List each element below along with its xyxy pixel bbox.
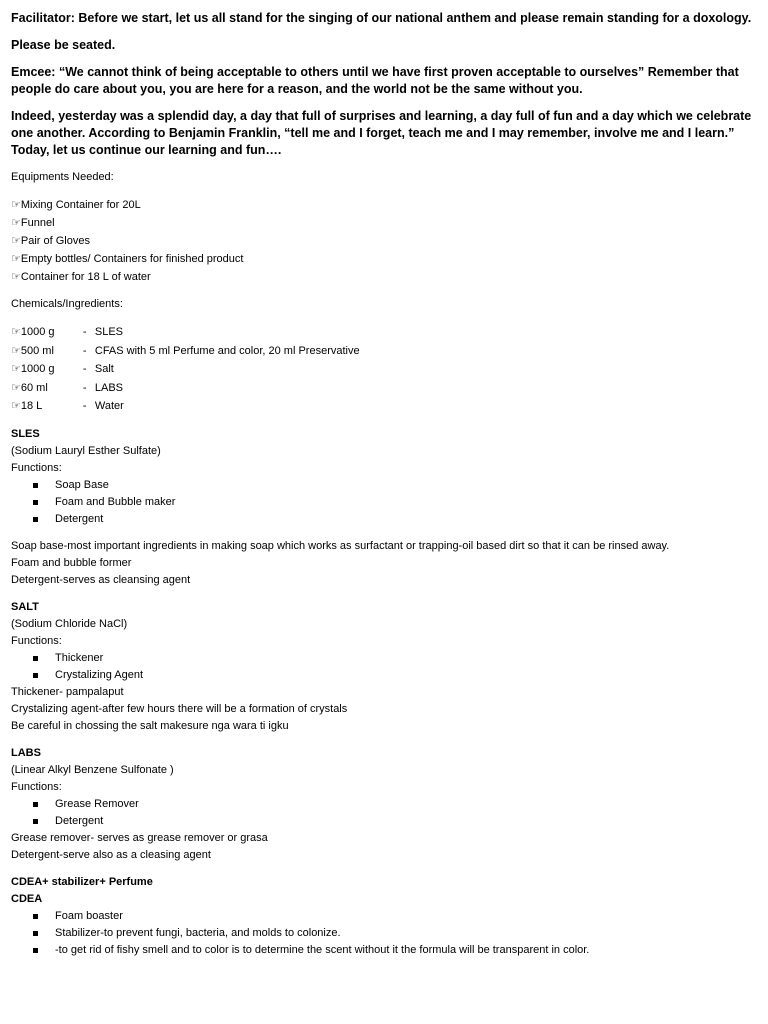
chemical-name: SLES (94, 326, 124, 338)
list-item (33, 908, 757, 925)
chemical-item: ☞ 18 L - Water (11, 397, 757, 416)
franklin-text: Indeed, yesterday was a splendid day, a day that full of surprises and learning, a day full of fun and a day which we celebrate one another. According to Benjamin Franklin, “tell me and I forget, teach me and I may remember, involve me and I learn.” Today, let us continue our learning and fun…. (11, 109, 752, 157)
list-item-text: Foam boaster (55, 909, 123, 922)
emcee-label: Emcee: (11, 65, 56, 79)
chemical-amount: 60 ml (20, 381, 48, 394)
equipment-item-text: Empty bottles/ Containers for finished product (20, 253, 244, 265)
note-line: Soap base-most important ingredients in making soap which works as surfactant or trapping-oil based dirt so that it can be rinsed away. (11, 539, 670, 552)
note-line: Foam and bubble former (11, 556, 132, 569)
chemical-amount: 1000 g (20, 363, 55, 375)
facilitator-text: Before we start, let us all stand for the singing of our national anthem and please remain standing for a doxology. (74, 11, 752, 25)
pointing-hand-icon: ☞ (11, 325, 21, 338)
chemical-amount: 18 L (20, 400, 43, 412)
facilitator-label: Facilitator: (11, 11, 75, 25)
pointing-hand-icon: ☞ (11, 234, 21, 247)
section-title: SLES (11, 427, 40, 440)
functions-list (11, 908, 757, 959)
square-bullet-icon (33, 656, 38, 661)
note-line: Crystalizing agent-after few hours there will be a formation of crystals (11, 702, 348, 715)
chemical-name: Salt (94, 363, 114, 375)
section-title: CDEA+ stabilizer+ Perfume (11, 875, 153, 888)
franklin-paragraph (11, 108, 757, 159)
functions-label: Functions: (11, 461, 62, 474)
list-item (33, 796, 757, 813)
functions-label: Functions: (11, 634, 62, 647)
square-bullet-icon (33, 948, 38, 953)
chemical-item: ☞ 60 ml - LABS (11, 379, 757, 398)
salt-section (11, 599, 757, 735)
list-item-text: -to get rid of fishy smell and to color is to determine the scent without it the formula will be transparent in color. (55, 943, 590, 956)
square-bullet-icon (33, 500, 38, 505)
sles-section (11, 426, 757, 589)
cdea-section (11, 874, 757, 959)
square-bullet-icon (33, 517, 38, 522)
equipment-item (11, 250, 757, 268)
list-item-text: Stabilizer-to prevent fungi, bacteria, and molds to colonize. (55, 926, 341, 939)
list-item (33, 925, 757, 942)
equipment-heading: Equipments Needed: (11, 171, 114, 183)
list-item (33, 667, 757, 684)
list-item (33, 942, 757, 959)
section-title: LABS (11, 746, 41, 759)
chemicals-heading: Chemicals/Ingredients: (11, 298, 123, 310)
square-bullet-icon (33, 914, 38, 919)
list-item-text: Detergent (55, 814, 104, 827)
note-line: Thickener- pampalaput (11, 685, 124, 698)
chemical-name: Water (94, 400, 124, 412)
list-item (33, 813, 757, 830)
facilitator-paragraph (11, 10, 757, 27)
note-line: Detergent-serve also as a cleasing agent (11, 848, 211, 861)
functions-list (11, 477, 757, 528)
pointing-hand-icon: ☞ (11, 252, 21, 265)
functions-label: Functions: (11, 780, 62, 793)
chemicals-list (11, 323, 757, 416)
section-full-name: (Sodium Chloride NaCl) (11, 617, 128, 630)
chemical-amount: 1000 g (20, 326, 55, 338)
chemical-item: ☞ 500 ml - CFAS with 5 ml Perfume and color, 20 ml Preservative (11, 342, 757, 361)
equipment-item (11, 232, 757, 250)
list-item (33, 511, 757, 528)
list-item-text: Foam and Bubble maker (55, 495, 176, 508)
emcee-text: “We cannot think of being acceptable to others until we have first proven acceptable to ourselves” Remember that people do care about you, you are here for a reason, and the world not be the same without you. (11, 65, 739, 96)
equipment-item-text: Funnel (20, 217, 55, 229)
equipment-item-text: Pair of Gloves (20, 235, 90, 247)
list-item-text: Detergent (55, 512, 104, 525)
section-full-name: (Sodium Lauryl Esther Sulfate) (11, 444, 161, 457)
section-subtitle: CDEA (11, 892, 43, 905)
list-item-text: Thickener (55, 651, 104, 664)
equipment-item-text: Mixing Container for 20L (20, 199, 141, 211)
chemical-amount: 500 ml (20, 344, 54, 357)
section-title: SALT (11, 600, 39, 613)
seated-text: Please be seated. (11, 38, 116, 52)
square-bullet-icon (33, 483, 38, 488)
square-bullet-icon (33, 931, 38, 936)
note-line: Detergent-serves as cleansing agent (11, 573, 191, 586)
note-line: Be careful in chossing the salt makesure nga wara ti igku (11, 719, 289, 732)
list-item (33, 477, 757, 494)
equipment-item-text: Container for 18 L of water (20, 271, 151, 283)
pointing-hand-icon: ☞ (11, 399, 21, 412)
equipment-item (11, 214, 757, 232)
equipment-item (11, 268, 757, 286)
pointing-hand-icon: ☞ (11, 198, 21, 211)
list-item-text: Soap Base (55, 478, 109, 491)
square-bullet-icon (33, 673, 38, 678)
chemical-name: CFAS with 5 ml Perfume and color, 20 ml Preservative (94, 344, 360, 357)
list-item-text: Grease Remover (55, 797, 139, 810)
equipment-list (11, 196, 757, 286)
emcee-paragraph (11, 64, 757, 98)
functions-list (11, 650, 757, 684)
pointing-hand-icon: ☞ (11, 216, 21, 229)
list-item-text: Crystalizing Agent (55, 668, 144, 681)
list-item (33, 494, 757, 511)
note-line: Grease remover- serves as grease remover or grasa (11, 831, 268, 844)
seated-line (11, 37, 757, 54)
chemical-item: ☞ 1000 g - SLES (11, 323, 757, 342)
functions-list (11, 796, 757, 830)
equipment-item (11, 196, 757, 214)
square-bullet-icon (33, 819, 38, 824)
pointing-hand-icon: ☞ (11, 380, 21, 394)
list-item (33, 650, 757, 667)
pointing-hand-icon: ☞ (11, 362, 21, 375)
pointing-hand-icon: ☞ (11, 343, 21, 357)
chemical-item: ☞ 1000 g - Salt (11, 360, 757, 379)
pointing-hand-icon: ☞ (11, 270, 21, 283)
chemical-name: LABS (94, 381, 124, 394)
labs-section (11, 745, 757, 864)
section-full-name: (Linear Alkyl Benzene Sulfonate ) (11, 763, 174, 776)
square-bullet-icon (33, 802, 38, 807)
